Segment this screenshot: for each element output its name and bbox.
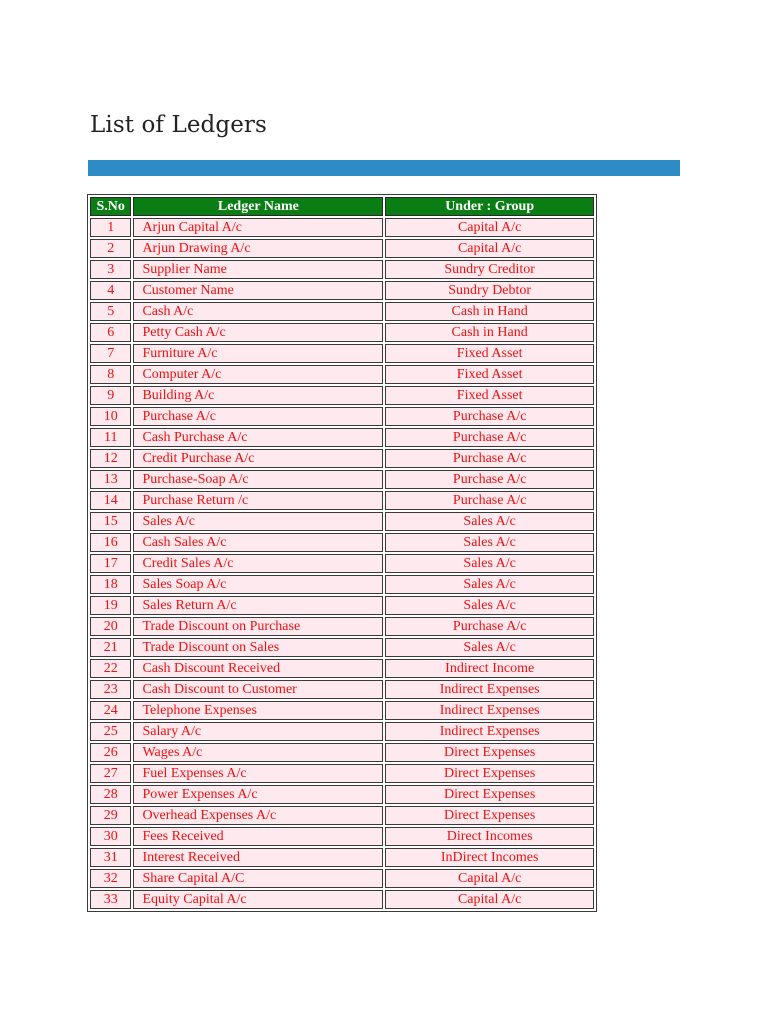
cell-ledger-name: Credit Purchase A/c (133, 449, 383, 468)
cell-under-group: Fixed Asset (385, 386, 594, 405)
cell-ledger-name: Cash Discount Received (133, 659, 383, 678)
cell-under-group: Direct Expenses (385, 785, 594, 804)
cell-sno: 4 (90, 281, 131, 300)
cell-under-group: InDirect Incomes (385, 848, 594, 867)
cell-sno: 21 (90, 638, 131, 657)
table-row (90, 722, 594, 741)
cell-ledger-name: Furniture A/c (133, 344, 383, 363)
cell-under-group: Capital A/c (385, 239, 594, 258)
table-row (90, 701, 594, 720)
cell-ledger-name: Computer A/c (133, 365, 383, 384)
table-row (90, 659, 594, 678)
cell-ledger-name: Cash A/c (133, 302, 383, 321)
cell-sno: 13 (90, 470, 131, 489)
cell-sno: 19 (90, 596, 131, 615)
cell-under-group: Sales A/c (385, 533, 594, 552)
cell-sno: 3 (90, 260, 131, 279)
table-row (90, 260, 594, 279)
cell-under-group: Cash in Hand (385, 323, 594, 342)
table-row (90, 365, 594, 384)
table-row (90, 890, 594, 909)
table-row (90, 239, 594, 258)
cell-under-group: Sales A/c (385, 638, 594, 657)
cell-ledger-name: Power Expenses A/c (133, 785, 383, 804)
table-row (90, 785, 594, 804)
cell-ledger-name: Salary A/c (133, 722, 383, 741)
table-row (90, 512, 594, 531)
cell-sno: 30 (90, 827, 131, 846)
table-row (90, 386, 594, 405)
cell-ledger-name: Arjun Drawing A/c (133, 239, 383, 258)
cell-sno: 14 (90, 491, 131, 510)
cell-ledger-name: Overhead Expenses A/c (133, 806, 383, 825)
cell-under-group: Purchase A/c (385, 428, 594, 447)
cell-under-group: Indirect Income (385, 659, 594, 678)
table-row (90, 491, 594, 510)
table-row (90, 764, 594, 783)
header-under-group: Under : Group (385, 197, 594, 216)
cell-sno: 26 (90, 743, 131, 762)
cell-under-group: Indirect Expenses (385, 722, 594, 741)
cell-under-group: Sundry Debtor (385, 281, 594, 300)
cell-sno: 11 (90, 428, 131, 447)
table-row (90, 743, 594, 762)
cell-ledger-name: Fees Received (133, 827, 383, 846)
cell-ledger-name: Sales Return A/c (133, 596, 383, 615)
cell-ledger-name: Purchase A/c (133, 407, 383, 426)
cell-under-group: Cash in Hand (385, 302, 594, 321)
cell-ledger-name: Trade Discount on Purchase (133, 617, 383, 636)
cell-sno: 12 (90, 449, 131, 468)
cell-sno: 27 (90, 764, 131, 783)
cell-ledger-name: Interest Received (133, 848, 383, 867)
table-row (90, 323, 594, 342)
cell-under-group: Purchase A/c (385, 491, 594, 510)
cell-under-group: Sundry Creditor (385, 260, 594, 279)
cell-ledger-name: Cash Sales A/c (133, 533, 383, 552)
table-row (90, 218, 594, 237)
table-row (90, 638, 594, 657)
cell-ledger-name: Fuel Expenses A/c (133, 764, 383, 783)
cell-sno: 28 (90, 785, 131, 804)
ledger-table (87, 194, 597, 912)
table-row (90, 344, 594, 363)
cell-ledger-name: Supplier Name (133, 260, 383, 279)
table-row (90, 848, 594, 867)
table-row (90, 428, 594, 447)
cell-ledger-name: Credit Sales A/c (133, 554, 383, 573)
cell-ledger-name: Building A/c (133, 386, 383, 405)
cell-under-group: Sales A/c (385, 554, 594, 573)
cell-sno: 25 (90, 722, 131, 741)
cell-sno: 15 (90, 512, 131, 531)
cell-sno: 29 (90, 806, 131, 825)
table-row (90, 575, 594, 594)
table-row (90, 407, 594, 426)
table-row (90, 302, 594, 321)
cell-sno: 7 (90, 344, 131, 363)
cell-under-group: Capital A/c (385, 218, 594, 237)
cell-ledger-name: Sales A/c (133, 512, 383, 531)
cell-sno: 32 (90, 869, 131, 888)
cell-sno: 6 (90, 323, 131, 342)
cell-sno: 17 (90, 554, 131, 573)
cell-ledger-name: Cash Purchase A/c (133, 428, 383, 447)
table-row (90, 470, 594, 489)
cell-ledger-name: Wages A/c (133, 743, 383, 762)
cell-sno: 16 (90, 533, 131, 552)
table-row (90, 806, 594, 825)
cell-sno: 31 (90, 848, 131, 867)
cell-under-group: Direct Incomes (385, 827, 594, 846)
cell-sno: 24 (90, 701, 131, 720)
table-row (90, 617, 594, 636)
table-row (90, 281, 594, 300)
page-title: List of Ledgers (90, 112, 267, 138)
cell-under-group: Indirect Expenses (385, 680, 594, 699)
cell-under-group: Indirect Expenses (385, 701, 594, 720)
cell-under-group: Sales A/c (385, 512, 594, 531)
cell-sno: 33 (90, 890, 131, 909)
table-row (90, 869, 594, 888)
cell-ledger-name: Cash Discount to Customer (133, 680, 383, 699)
cell-ledger-name: Trade Discount on Sales (133, 638, 383, 657)
cell-sno: 10 (90, 407, 131, 426)
cell-under-group: Purchase A/c (385, 449, 594, 468)
cell-sno: 18 (90, 575, 131, 594)
cell-ledger-name: Petty Cash A/c (133, 323, 383, 342)
cell-under-group: Capital A/c (385, 890, 594, 909)
cell-sno: 23 (90, 680, 131, 699)
table-row (90, 449, 594, 468)
table-row (90, 533, 594, 552)
table-header-row (90, 197, 594, 216)
cell-ledger-name: Sales Soap A/c (133, 575, 383, 594)
cell-under-group: Capital A/c (385, 869, 594, 888)
cell-under-group: Direct Expenses (385, 806, 594, 825)
cell-under-group: Purchase A/c (385, 470, 594, 489)
cell-under-group: Direct Expenses (385, 743, 594, 762)
table-row (90, 596, 594, 615)
cell-sno: 8 (90, 365, 131, 384)
cell-under-group: Purchase A/c (385, 617, 594, 636)
table-row (90, 680, 594, 699)
cell-ledger-name: Share Capital A/C (133, 869, 383, 888)
cell-sno: 20 (90, 617, 131, 636)
cell-under-group: Sales A/c (385, 596, 594, 615)
cell-ledger-name: Equity Capital A/c (133, 890, 383, 909)
cell-under-group: Fixed Asset (385, 365, 594, 384)
cell-under-group: Direct Expenses (385, 764, 594, 783)
table-row (90, 827, 594, 846)
cell-sno: 5 (90, 302, 131, 321)
cell-ledger-name: Telephone Expenses (133, 701, 383, 720)
cell-ledger-name: Arjun Capital A/c (133, 218, 383, 237)
cell-sno: 9 (90, 386, 131, 405)
title-accent-bar (88, 160, 680, 176)
header-sno: S.No (90, 197, 131, 216)
cell-under-group: Purchase A/c (385, 407, 594, 426)
cell-ledger-name: Customer Name (133, 281, 383, 300)
cell-sno: 2 (90, 239, 131, 258)
cell-ledger-name: Purchase-Soap A/c (133, 470, 383, 489)
cell-under-group: Fixed Asset (385, 344, 594, 363)
cell-ledger-name: Purchase Return /c (133, 491, 383, 510)
header-ledger-name: Ledger Name (133, 197, 383, 216)
table-row (90, 554, 594, 573)
cell-sno: 22 (90, 659, 131, 678)
cell-under-group: Sales A/c (385, 575, 594, 594)
cell-sno: 1 (90, 218, 131, 237)
